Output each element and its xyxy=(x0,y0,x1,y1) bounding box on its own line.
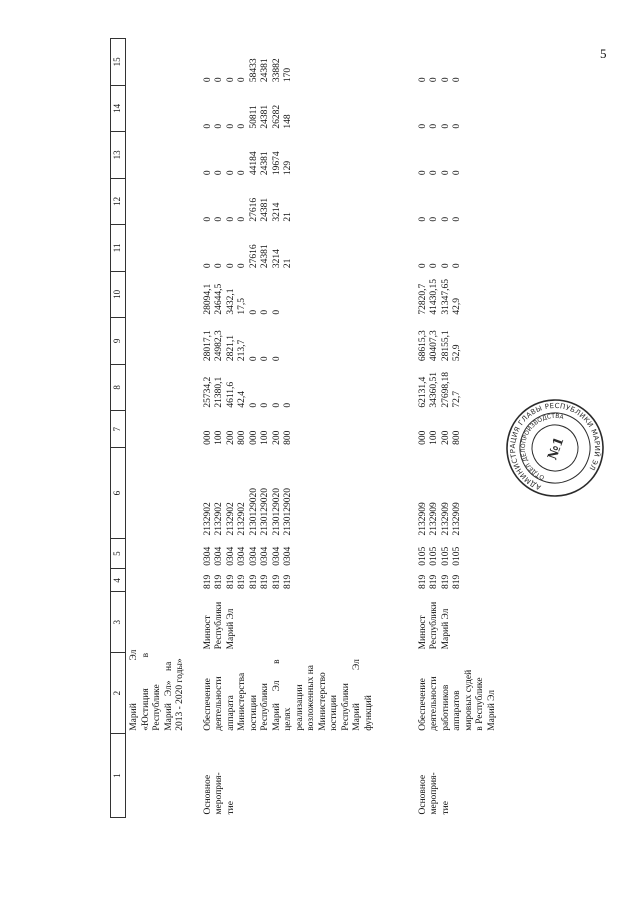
text-line: деятельности xyxy=(214,676,224,731)
value: 21380,1 xyxy=(214,376,224,408)
value: 0 xyxy=(440,263,451,269)
value: 2130129020 xyxy=(271,488,282,536)
text-line: Марий Эл xyxy=(440,608,451,650)
stamp-outer-text: АДМИНИСТРАЦИЯ ГЛАВЫ РЕСПУБЛИКИ МАРИЙ ЭЛ xyxy=(508,401,602,492)
text-line: целях xyxy=(283,707,293,731)
value: 200 xyxy=(271,430,282,445)
value: 0 xyxy=(452,123,462,129)
value: 0304 xyxy=(271,546,282,566)
text-line: Министерства xyxy=(237,672,247,731)
text-line: Обеспечение xyxy=(417,678,428,731)
cell-col8 xyxy=(416,364,501,411)
text-line: Основное xyxy=(417,774,428,815)
value: 0 xyxy=(417,170,428,176)
value: 0 xyxy=(237,216,247,222)
value: 62131,4 xyxy=(417,376,428,408)
value: 21 xyxy=(283,212,293,222)
value: 52,9 xyxy=(452,344,462,362)
value: 0 xyxy=(417,216,428,222)
column-header: 13 xyxy=(111,132,126,179)
cell-col6 xyxy=(201,448,416,539)
value: 3214 xyxy=(271,249,282,269)
cell-col8 xyxy=(201,364,416,411)
value: 0 xyxy=(271,402,282,408)
value: 2132902 xyxy=(214,502,224,536)
text-line: Республике xyxy=(152,684,162,731)
value: 0 xyxy=(452,170,462,176)
column-header: 2 xyxy=(111,652,126,733)
text-line: Республики xyxy=(214,601,224,650)
value: 0 xyxy=(271,356,282,362)
value: 24381 xyxy=(260,244,270,269)
cell-col14 xyxy=(416,85,501,132)
value: 0 xyxy=(452,263,462,269)
official-stamp xyxy=(505,398,605,498)
value: 819 xyxy=(202,574,213,589)
value: 0 xyxy=(202,263,213,269)
column-header: 7 xyxy=(111,411,126,448)
value: 2130129020 xyxy=(283,488,293,536)
text-line: Министерство xyxy=(317,672,328,731)
value: 27616 xyxy=(248,244,259,269)
text-line: Марий Эл xyxy=(225,608,236,650)
value: 3214 xyxy=(271,202,282,222)
value: 42,9 xyxy=(452,297,462,315)
value: 0 xyxy=(248,356,259,362)
value: 0 xyxy=(237,77,247,83)
text-line: работников xyxy=(440,684,451,731)
column-header: 8 xyxy=(111,364,126,411)
value: 0 xyxy=(248,402,259,408)
value: 000 xyxy=(417,430,428,445)
cell-col11 xyxy=(416,225,501,272)
value: 0 xyxy=(225,123,236,129)
value: 27616 xyxy=(248,197,259,222)
value: 72820,7 xyxy=(417,283,428,315)
text-line: «Юстиция в xyxy=(140,652,151,731)
value: 000 xyxy=(202,430,213,445)
value: 24381 xyxy=(260,151,270,176)
value: 0 xyxy=(202,77,213,83)
value: 31347,65 xyxy=(440,278,451,315)
value: 0 xyxy=(283,402,293,408)
value: 0 xyxy=(440,77,451,83)
text-line: 2013 - 2020 годы» xyxy=(175,658,185,731)
value: 2132902 xyxy=(237,502,247,536)
cell-col6 xyxy=(416,448,501,539)
value: 27698,18 xyxy=(440,371,451,408)
column-header: 14 xyxy=(111,85,126,132)
cell-col5 xyxy=(201,539,416,569)
value: 26282 xyxy=(271,104,282,129)
value: 0105 xyxy=(429,546,439,566)
value: 0 xyxy=(429,263,439,269)
value: 0 xyxy=(417,123,428,129)
value: 0 xyxy=(429,216,439,222)
value: 0304 xyxy=(283,546,293,566)
value: 819 xyxy=(260,574,270,589)
value: 0 xyxy=(237,263,247,269)
value: 2132909 xyxy=(417,502,428,536)
cell-description xyxy=(416,652,501,733)
value: 000 xyxy=(248,430,259,445)
text-line: Марий Эл в xyxy=(271,659,282,731)
cell-col14 xyxy=(201,85,416,132)
value: 0304 xyxy=(225,546,236,566)
cell-col9 xyxy=(201,318,416,365)
column-header: 9 xyxy=(111,318,126,365)
cell-col15 xyxy=(416,39,501,86)
value: 0105 xyxy=(440,546,451,566)
value: 0 xyxy=(202,123,213,129)
value: 0 xyxy=(440,170,451,176)
value: 0 xyxy=(452,77,462,83)
value: 4611,6 xyxy=(225,381,236,408)
rotated-table xyxy=(110,38,530,818)
cell-type xyxy=(201,734,416,818)
value: 0 xyxy=(214,170,224,176)
value: 800 xyxy=(452,430,462,445)
value: 17,5 xyxy=(237,297,247,315)
stamp-number: №1 xyxy=(545,435,568,462)
value: 2130129020 xyxy=(260,488,270,536)
text-line: реализации xyxy=(294,684,305,731)
value: 28094,1 xyxy=(202,283,213,315)
text-line: Республики xyxy=(340,683,351,731)
value: 0 xyxy=(429,170,439,176)
value: 100 xyxy=(214,430,224,445)
value: 0 xyxy=(237,170,247,176)
value: 0304 xyxy=(260,546,270,566)
column-header: 5 xyxy=(111,539,126,569)
value: 819 xyxy=(271,574,282,589)
text-line: аппаратов xyxy=(452,690,462,731)
value: 200 xyxy=(440,430,451,445)
value: 24982,3 xyxy=(214,330,224,362)
cell-col13 xyxy=(201,132,416,179)
value: 44184 xyxy=(248,151,259,176)
value: 100 xyxy=(429,430,439,445)
cell-col4 xyxy=(201,569,416,592)
value: 213,7 xyxy=(237,339,247,362)
value: 2132909 xyxy=(452,502,462,536)
cell-col13 xyxy=(416,132,501,179)
value: 0 xyxy=(260,309,270,315)
cell-col15 xyxy=(201,39,416,86)
text-line: аппарата xyxy=(225,695,236,731)
value: 50811 xyxy=(248,105,259,129)
value: 72,7 xyxy=(452,390,462,408)
header-row xyxy=(111,39,126,818)
column-header: 12 xyxy=(111,178,126,225)
value: 129 xyxy=(283,160,293,176)
cell-type xyxy=(416,734,501,818)
value: 0105 xyxy=(452,546,462,566)
text-line: юстиции xyxy=(329,694,339,731)
text-line: Республики xyxy=(260,683,270,731)
value: 0 xyxy=(429,77,439,83)
text-line: Марий Эл» на xyxy=(163,661,174,731)
value: 0304 xyxy=(237,546,247,566)
value: 0 xyxy=(202,170,213,176)
cell-col10 xyxy=(416,271,501,318)
value: 0 xyxy=(260,356,270,362)
value: 819 xyxy=(440,574,451,589)
column-header: 3 xyxy=(111,592,126,652)
value: 0 xyxy=(214,123,224,129)
value: 19674 xyxy=(271,151,282,176)
value: 0 xyxy=(202,216,213,222)
value: 0 xyxy=(214,263,224,269)
value: 34360,51 xyxy=(429,371,439,408)
value: 2821,1 xyxy=(225,334,236,362)
value: 800 xyxy=(283,430,293,445)
column-header: 10 xyxy=(111,271,126,318)
value: 42,4 xyxy=(237,390,247,408)
value: 0 xyxy=(429,123,439,129)
column-header: 1 xyxy=(111,734,126,818)
column-header: 15 xyxy=(111,39,126,86)
text-line: возложенных на xyxy=(306,664,316,731)
value: 0 xyxy=(225,216,236,222)
cell-col4 xyxy=(416,569,501,592)
table-row xyxy=(201,39,416,818)
cell-executor xyxy=(201,592,416,652)
column-header: 6 xyxy=(111,448,126,539)
value: 33882 xyxy=(271,58,282,83)
text-line: Марий Эл xyxy=(129,649,139,731)
text-line: Обеспечение xyxy=(202,678,213,731)
value: 0 xyxy=(225,170,236,176)
cell-col12 xyxy=(201,178,416,225)
text-line: деятельности xyxy=(429,676,439,731)
value: 819 xyxy=(429,574,439,589)
text-line: Минюст xyxy=(417,615,428,650)
value: 2130129020 xyxy=(248,488,259,536)
table-row xyxy=(416,39,501,818)
value: 0 xyxy=(417,77,428,83)
text-line: тие xyxy=(440,801,451,815)
value: 819 xyxy=(417,574,428,589)
value: 24381 xyxy=(260,58,270,83)
value: 819 xyxy=(225,574,236,589)
text-line: мероприя- xyxy=(429,772,439,815)
cell-description xyxy=(201,652,416,733)
value: 40407,3 xyxy=(429,330,439,362)
budget-table xyxy=(110,38,500,818)
value: 0304 xyxy=(214,546,224,566)
value: 800 xyxy=(237,430,247,445)
value: 24381 xyxy=(260,197,270,222)
text-line: Марий Эл xyxy=(486,689,497,731)
text-line: функций xyxy=(363,695,374,731)
value: 100 xyxy=(260,430,270,445)
value: 58433 xyxy=(248,58,259,83)
value: 200 xyxy=(225,430,236,445)
value: 0304 xyxy=(202,546,213,566)
value: 0 xyxy=(417,263,428,269)
text-line: мероприя- xyxy=(214,772,224,815)
value: 24644,5 xyxy=(214,283,224,315)
value: 2132909 xyxy=(440,502,451,536)
value: 0 xyxy=(214,77,224,83)
value: 0 xyxy=(225,263,236,269)
value: 0 xyxy=(260,402,270,408)
text-line: Республики xyxy=(429,601,439,650)
text-line: юстиции xyxy=(248,694,259,731)
value: 0304 xyxy=(248,546,259,566)
continuation-row xyxy=(126,39,201,818)
value: 0 xyxy=(248,309,259,315)
value: 21 xyxy=(283,258,293,269)
text-line: Основное xyxy=(202,774,213,815)
cell-col7 xyxy=(416,411,501,448)
text-line: Минюст xyxy=(202,615,213,650)
value: 170 xyxy=(283,67,293,83)
cell-col10 xyxy=(201,271,416,318)
value: 819 xyxy=(452,574,462,589)
value: 41430,15 xyxy=(429,278,439,315)
value: 24381 xyxy=(260,104,270,129)
cell-col12 xyxy=(416,178,501,225)
value: 0 xyxy=(237,123,247,129)
value: 0 xyxy=(440,216,451,222)
cell-executor xyxy=(416,592,501,652)
column-header: 11 xyxy=(111,225,126,272)
cell-col7 xyxy=(201,411,416,448)
text-line: в Республике xyxy=(475,677,485,731)
text-line: тие xyxy=(225,801,236,815)
value: 0 xyxy=(440,123,451,129)
text-line: Марий Эл xyxy=(352,659,362,731)
cell-col9 xyxy=(416,318,501,365)
value: 28155,1 xyxy=(440,330,451,362)
value: 2132909 xyxy=(429,502,439,536)
cell-col5 xyxy=(416,539,501,569)
value: 148 xyxy=(283,114,293,129)
value: 0 xyxy=(452,216,462,222)
text-line: мировых судей xyxy=(463,669,474,731)
value: 25734,2 xyxy=(202,376,213,408)
value: 819 xyxy=(283,574,293,589)
value: 2132902 xyxy=(225,502,236,536)
value: 2132902 xyxy=(202,502,213,536)
continuation-text xyxy=(126,649,201,733)
value: 0105 xyxy=(417,546,428,566)
value: 3432,1 xyxy=(225,288,236,315)
value: 819 xyxy=(248,574,259,589)
cell-col11 xyxy=(201,225,416,272)
value: 0 xyxy=(214,216,224,222)
value: 0 xyxy=(271,309,282,315)
page-number: 5 xyxy=(600,46,607,61)
value: 0 xyxy=(225,77,236,83)
value: 68615,3 xyxy=(417,330,428,362)
value: 819 xyxy=(237,574,247,589)
column-header: 4 xyxy=(111,569,126,592)
stamp-inner-text: ОТДЕЛ ДЕЛОПРОИЗВОДСТВА xyxy=(519,412,565,481)
value: 819 xyxy=(214,574,224,589)
value: 28017,1 xyxy=(202,330,213,362)
